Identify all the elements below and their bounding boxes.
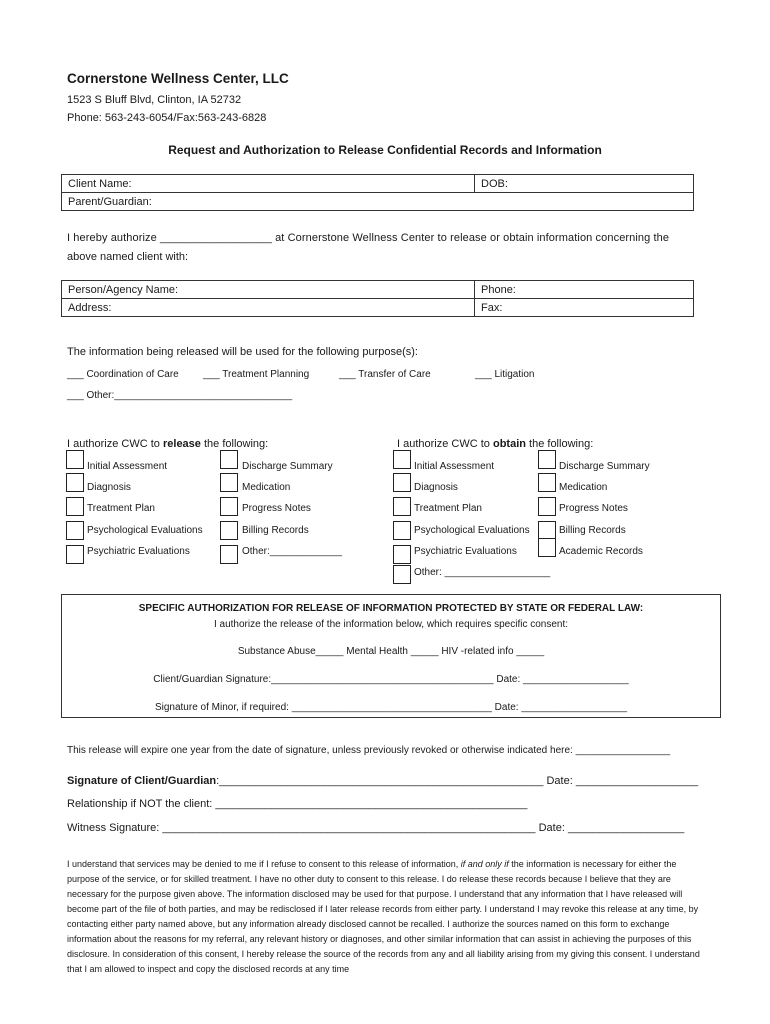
obtain-heading-pre: I authorize CWC to xyxy=(397,438,493,450)
org-phone-fax: Phone: 563-243-6054/Fax:563-243-6828 xyxy=(67,112,267,124)
release-treatment-plan-label: Treatment Plan xyxy=(87,503,155,514)
person-agency-label: Person/Agency Name: xyxy=(68,283,179,296)
obtain-psychiatric-evaluations-checkbox[interactable] xyxy=(393,545,411,564)
authorize-line-2: above named client with: xyxy=(67,251,189,263)
release-initial-assessment-label: Initial Assessment xyxy=(87,461,168,472)
release-medication-checkbox[interactable] xyxy=(220,473,238,492)
minor-signature-line[interactable]: Signature of Minor, if required: ____________________________________ Date: ___________________ xyxy=(154,702,628,713)
release-discharge-summary-label: Discharge Summary xyxy=(242,461,333,472)
specific-authorization-title: SPECIFIC AUTHORIZATION FOR RELEASE OF INFORMATION PROTECTED BY STATE OR FEDERAL LAW: xyxy=(138,603,644,614)
release-diagnosis-checkbox[interactable] xyxy=(66,473,84,492)
agency-address-field[interactable] xyxy=(62,299,475,317)
client-guardian-signature-line[interactable]: Client/Guardian Signature:________________________________________ Date: ___________________ xyxy=(153,674,629,685)
consent-part-1: I understand that services may be denied to me if I refuse to consent to this release of information, xyxy=(67,859,461,869)
client-signature-line[interactable] xyxy=(67,775,698,787)
release-progress-notes-label: Progress Notes xyxy=(242,503,311,514)
obtain-discharge-summary-checkbox[interactable] xyxy=(538,450,556,469)
release-psychological-evaluations-label: Psychological Evaluations xyxy=(87,525,203,536)
purpose-coordination-of-care[interactable]: ___ Coordination of Care xyxy=(67,369,179,380)
expiration-statement[interactable]: This release will expire one year from the date of signature, unless previously revoked or otherwise indicated here: _________________ xyxy=(67,745,671,756)
release-treatment-plan-checkbox[interactable] xyxy=(66,497,84,516)
obtain-psychological-evaluations-checkbox[interactable] xyxy=(393,521,411,540)
obtain-heading xyxy=(397,438,593,450)
release-other-label: Other:_____________ xyxy=(242,546,343,557)
obtain-billing-records-label: Billing Records xyxy=(559,525,626,536)
obtain-discharge-summary-label: Discharge Summary xyxy=(559,461,650,472)
obtain-treatment-plan-checkbox[interactable] xyxy=(393,497,411,516)
release-diagnosis-label: Diagnosis xyxy=(87,482,131,493)
parent-guardian-field[interactable] xyxy=(62,193,694,211)
org-address: 1523 S Bluff Blvd, Clinton, IA 52732 xyxy=(67,94,242,106)
org-name: Cornerstone Wellness Center, LLC xyxy=(67,71,289,86)
purpose-litigation[interactable]: ___ Litigation xyxy=(475,369,535,380)
person-agency-field[interactable] xyxy=(62,281,475,299)
obtain-academic-records-checkbox[interactable] xyxy=(538,538,556,557)
relationship-line[interactable]: Relationship if NOT the client: ___________________________________________________ xyxy=(67,798,528,810)
purpose-treatment-planning[interactable]: ___ Treatment Planning xyxy=(203,369,310,380)
dob-field[interactable] xyxy=(475,175,694,193)
client-signature-blank: :_____________________________________________________ Date: ____________________ xyxy=(216,775,699,787)
agency-fax-field[interactable] xyxy=(475,299,694,317)
obtain-academic-records-label: Academic Records xyxy=(559,546,643,557)
obtain-heading-post: the following: xyxy=(525,438,594,450)
obtain-diagnosis-checkbox[interactable] xyxy=(393,473,411,492)
obtain-initial-assessment-label: Initial Assessment xyxy=(414,461,495,472)
parent-guardian-label: Parent/Guardian: xyxy=(68,195,152,208)
client-info-table xyxy=(61,174,694,211)
obtain-medication-checkbox[interactable] xyxy=(538,473,556,492)
obtain-heading-bold: obtain xyxy=(492,438,526,450)
release-medication-label: Medication xyxy=(242,482,291,493)
obtain-progress-notes-label: Progress Notes xyxy=(559,503,628,514)
obtain-psychiatric-evaluations-label: Psychiatric Evaluations xyxy=(414,546,517,557)
release-psychiatric-evaluations-checkbox[interactable] xyxy=(66,545,84,564)
consent-part-2: the information is necessary for either the purpose of the service, or for skilled treatment. I have no other duty to consent to this release. I do release these records because I believe that they are necessary for the purpose given above. The information disclosed may be used for that purpose. I understand that any information that I have released will become part of the file of both parties, and may be redisclosed if I later release records from either party. I understand I may revoke this release at any time, by contacting either party named above, but any information already disclosed cannot be recalled. I authorize the sources named on this form to exchange information about the reasons for my referral, any relevant history or diagnoses, and other similar information that can assist in achieving the purposes of this disclosure. In consideration of this consent, I hereby release the source of the records from any and all liability arising from my giving this consent. I understand that I am allowed to inspect and copy the disclosed records at any time xyxy=(67,859,700,974)
obtain-other-label: Other: ___________________ xyxy=(414,567,551,578)
specific-authorization-box xyxy=(61,594,721,718)
agency-fax-label: Fax: xyxy=(481,301,503,314)
obtain-other-checkbox[interactable] xyxy=(393,565,411,584)
release-billing-records-label: Billing Records xyxy=(242,525,309,536)
release-progress-notes-checkbox[interactable] xyxy=(220,497,238,516)
consent-italic: if and only if xyxy=(460,859,509,869)
release-heading-post: the following: xyxy=(200,438,269,450)
obtain-medication-label: Medication xyxy=(559,482,608,493)
agency-phone-field[interactable] xyxy=(475,281,694,299)
consent-paragraph xyxy=(67,857,707,977)
purpose-other[interactable]: ___ Other:________________________________ xyxy=(67,390,293,401)
agency-phone-label: Phone: xyxy=(481,283,516,296)
client-signature-label: Signature of Client/Guardian xyxy=(67,775,217,787)
purpose-transfer-of-care[interactable]: ___ Transfer of Care xyxy=(339,369,431,380)
client-name-label: Client Name: xyxy=(68,177,132,190)
agency-address-label: Address: xyxy=(68,301,112,314)
release-heading-pre: I authorize CWC to xyxy=(67,438,163,450)
release-psychological-evaluations-checkbox[interactable] xyxy=(66,521,84,540)
obtain-psychological-evaluations-label: Psychological Evaluations xyxy=(414,525,530,536)
agency-info-table xyxy=(61,280,694,317)
release-heading-bold: release xyxy=(162,438,201,450)
release-heading xyxy=(67,438,268,450)
purpose-intro: The information being released will be used for the following purpose(s): xyxy=(67,346,418,358)
obtain-diagnosis-label: Diagnosis xyxy=(414,482,458,493)
dob-label: DOB: xyxy=(481,177,508,190)
client-name-field[interactable] xyxy=(62,175,475,193)
specific-authorization-subtitle: I authorize the release of the information below, which requires specific consent: xyxy=(213,619,569,630)
release-billing-records-checkbox[interactable] xyxy=(220,521,238,540)
authorize-line-1: I hereby authorize __________________ at Cornerstone Wellness Center to release or obtain information concerning the xyxy=(67,232,670,244)
consent-categories[interactable]: Substance Abuse_____ Mental Health _____ HIV -related info _____ xyxy=(237,646,545,657)
obtain-initial-assessment-checkbox[interactable] xyxy=(393,450,411,469)
release-other-checkbox[interactable] xyxy=(220,545,238,564)
release-psychiatric-evaluations-label: Psychiatric Evaluations xyxy=(87,546,190,557)
obtain-treatment-plan-label: Treatment Plan xyxy=(414,503,482,514)
obtain-progress-notes-checkbox[interactable] xyxy=(538,497,556,516)
form-title: Request and Authorization to Release Confidential Records and Information xyxy=(168,143,602,157)
release-initial-assessment-checkbox[interactable] xyxy=(66,450,84,469)
witness-signature-line[interactable]: Witness Signature: _____________________________________________________________ Date: ___________________ xyxy=(67,822,685,834)
release-discharge-summary-checkbox[interactable] xyxy=(220,450,238,469)
